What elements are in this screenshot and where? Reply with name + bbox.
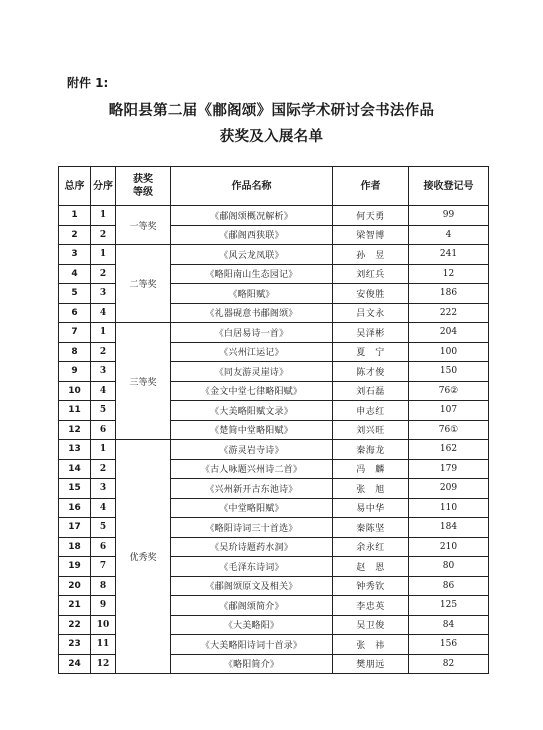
work-title-cell: 《毛泽东诗词》 [171,557,333,577]
header-award-grade [116,167,171,206]
sub-index-cell: 12 [91,654,116,674]
registration-number-cell: 84 [409,615,489,635]
sub-index-cell: 1 [91,206,116,226]
registration-number-cell: 162 [409,440,489,460]
sub-index-cell: 4 [91,498,116,518]
registration-number-cell: 186 [409,284,489,304]
registration-number-cell: 241 [409,245,489,265]
registration-number-cell: 99 [409,206,489,226]
work-title-cell: 《大美略阳赋文录》 [171,401,333,421]
total-index-cell: 15 [59,479,91,499]
registration-number-cell: 156 [409,635,489,655]
total-index-cell: 5 [59,284,91,304]
author-cell: 钟秀钦 [333,576,409,596]
author-cell: 吕文永 [333,303,409,323]
sub-index-cell: 1 [91,323,116,343]
registration-number-cell: 76② [409,381,489,401]
header-grade-line2: 等级 [133,187,153,198]
total-index-cell: 11 [59,401,91,421]
total-index-cell: 2 [59,225,91,245]
sub-index-cell: 3 [91,284,116,304]
work-title-cell: 《郙阁西狭联》 [171,225,333,245]
table-row [59,323,489,343]
sub-index-cell: 3 [91,362,116,382]
author-cell: 张 祎 [333,635,409,655]
registration-number-cell: 86 [409,576,489,596]
awards-table [58,166,489,674]
award-grade-cell: 二等奖 [116,245,171,323]
total-index-cell: 4 [59,264,91,284]
registration-number-cell: 184 [409,518,489,538]
sub-index-cell: 9 [91,596,116,616]
work-title-cell: 《吴玠诗题药水洞》 [171,537,333,557]
sub-index-cell: 11 [91,635,116,655]
author-cell: 李忠英 [333,596,409,616]
total-index-cell: 19 [59,557,91,577]
sub-index-cell: 2 [91,342,116,362]
work-title-cell: 《白居易诗一首》 [171,323,333,343]
sub-index-cell: 4 [91,303,116,323]
sub-index-cell: 5 [91,401,116,421]
sub-index-cell: 1 [91,440,116,460]
total-index-cell: 24 [59,654,91,674]
registration-number-cell: 80 [409,557,489,577]
header-grade-line1: 获奖 [133,174,153,185]
total-index-cell: 23 [59,635,91,655]
work-title-cell: 《礼器砚意书郙阁颂》 [171,303,333,323]
attachment-label: 附件 1: [67,76,109,90]
header-sub-index: 分序 [91,167,116,206]
author-cell: 余永红 [333,537,409,557]
registration-number-cell: 4 [409,225,489,245]
award-grade-cell: 三等奖 [116,323,171,440]
work-title-cell: 《略阳赋》 [171,284,333,304]
total-index-cell: 22 [59,615,91,635]
total-index-cell: 14 [59,459,91,479]
total-index-cell: 16 [59,498,91,518]
awards-table-body [59,206,489,674]
author-cell: 冯 麟 [333,459,409,479]
registration-number-cell: 125 [409,596,489,616]
registration-number-cell: 179 [409,459,489,479]
award-grade-cell: 一等奖 [116,206,171,245]
author-cell: 刘兴旺 [333,420,409,440]
work-title-cell: 《兴州新开古东池诗》 [171,479,333,499]
total-index-cell: 18 [59,537,91,557]
author-cell: 秦海龙 [333,440,409,460]
registration-number-cell: 222 [409,303,489,323]
registration-number-cell: 209 [409,479,489,499]
author-cell: 张 旭 [333,479,409,499]
registration-number-cell: 150 [409,362,489,382]
author-cell: 夏 宁 [333,342,409,362]
total-index-cell: 9 [59,362,91,382]
work-title-cell: 《郙阁颂概况解析》 [171,206,333,226]
sub-index-cell: 5 [91,518,116,538]
author-cell: 易中华 [333,498,409,518]
work-title-cell: 《楚简中堂略阳赋》 [171,420,333,440]
total-index-cell: 12 [59,420,91,440]
author-cell: 孙 昱 [333,245,409,265]
work-title-cell: 《略阳诗词三十首选》 [171,518,333,538]
table-header-row [59,167,489,206]
total-index-cell: 20 [59,576,91,596]
work-title-cell: 《游灵岩寺诗》 [171,440,333,460]
sub-index-cell: 7 [91,557,116,577]
total-index-cell: 10 [59,381,91,401]
registration-number-cell: 12 [409,264,489,284]
author-cell: 吴卫俊 [333,615,409,635]
total-index-cell: 13 [59,440,91,460]
table-row [59,206,489,226]
header-total-index: 总序 [59,167,91,206]
table-row [59,245,489,265]
sub-index-cell: 1 [91,245,116,265]
work-title-cell: 《金文中堂七律略阳赋》 [171,381,333,401]
header-author: 作者 [333,167,409,206]
sub-index-cell: 3 [91,479,116,499]
registration-number-cell: 107 [409,401,489,421]
sub-index-cell: 10 [91,615,116,635]
total-index-cell: 1 [59,206,91,226]
work-title-cell: 《大美略阳诗词十首录》 [171,635,333,655]
total-index-cell: 6 [59,303,91,323]
author-cell: 赵 恩 [333,557,409,577]
work-title-cell: 《郙阁颂简介》 [171,596,333,616]
author-cell: 樊朋远 [333,654,409,674]
award-grade-cell: 优秀奖 [116,440,171,674]
registration-number-cell: 76① [409,420,489,440]
header-registration-number: 接收登记号 [409,167,489,206]
header-work-title: 作品名称 [171,167,333,206]
sub-index-cell: 2 [91,264,116,284]
author-cell: 陈才俊 [333,362,409,382]
author-cell: 秦陈坚 [333,518,409,538]
document-title: 略阳县第二届《郙阁颂》国际学术研讨会书法作品 [108,103,435,119]
registration-number-cell: 204 [409,323,489,343]
work-title-cell: 《略阳南山生态园记》 [171,264,333,284]
sub-index-cell: 8 [91,576,116,596]
work-title-cell: 《同友游灵崖诗》 [171,362,333,382]
registration-number-cell: 82 [409,654,489,674]
total-index-cell: 8 [59,342,91,362]
sub-index-cell: 6 [91,420,116,440]
registration-number-cell: 100 [409,342,489,362]
total-index-cell: 21 [59,596,91,616]
document-subtitle: 获奖及入展名单 [219,129,324,145]
total-index-cell: 3 [59,245,91,265]
work-title-cell: 《大美略阳》 [171,615,333,635]
total-index-cell: 7 [59,323,91,343]
author-cell: 刘石磊 [333,381,409,401]
work-title-cell: 《中堂略阳赋》 [171,498,333,518]
work-title-cell: 《兴州江运记》 [171,342,333,362]
sub-index-cell: 4 [91,381,116,401]
author-cell: 安俊胜 [333,284,409,304]
author-cell: 何天勇 [333,206,409,226]
work-title-cell: 《郙阁颂原文及相关》 [171,576,333,596]
work-title-cell: 《古人咏题兴州诗二首》 [171,459,333,479]
author-cell: 梁智博 [333,225,409,245]
author-cell: 吴泽彬 [333,323,409,343]
author-cell: 刘红兵 [333,264,409,284]
work-title-cell: 《风云龙凤联》 [171,245,333,265]
table-row [59,440,489,460]
total-index-cell: 17 [59,518,91,538]
sub-index-cell: 2 [91,225,116,245]
sub-index-cell: 2 [91,459,116,479]
author-cell: 申志红 [333,401,409,421]
registration-number-cell: 210 [409,537,489,557]
work-title-cell: 《略阳简介》 [171,654,333,674]
sub-index-cell: 6 [91,537,116,557]
registration-number-cell: 110 [409,498,489,518]
